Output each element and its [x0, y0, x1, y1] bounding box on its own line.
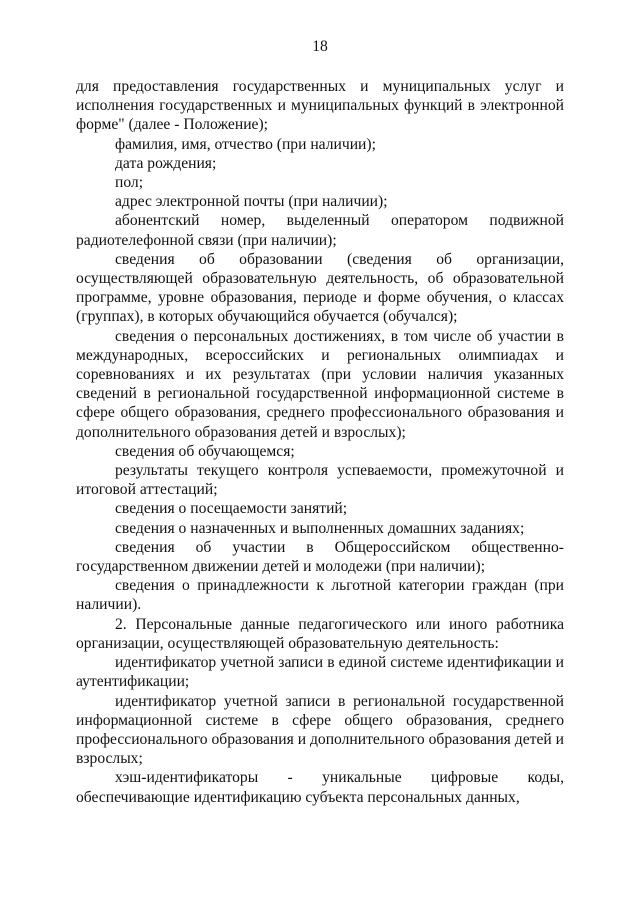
paragraph: 2. Персональные данные педагогического или иного работника организации, осуществляющей образовательную деятельность:	[76, 615, 564, 652]
paragraph: результаты текущего контроля успеваемости, промежуточной и итоговой аттестаций;	[76, 462, 564, 499]
paragraph: сведения о принадлежности к льготной категории граждан (при наличии).	[76, 577, 564, 614]
paragraph: дата рождения;	[115, 154, 217, 172]
paragraph: адрес электронной почты (при наличии);	[115, 193, 388, 211]
paragraph: сведения о персональных достижениях, в том числе об участии в международных, всероссийских и региональных олимпиадах и соревнованиях и их результатах (при условии наличия указанных сведений в региональной государственной информационной системе в сфере общего образования, среднего профессионального образования и дополнительного образования детей и взрослых);	[76, 327, 564, 441]
paragraph: для предоставления государственных и муниципальных услуг и исполнения государственных и муниципальных функций в электронной форме" (далее - Положение);	[76, 78, 564, 134]
paragraph: сведения об участии в Общероссийском общественно-государственном движении детей и молодежи (при наличии);	[76, 538, 564, 576]
paragraph: сведения об обучающемся;	[115, 442, 295, 460]
paragraph: пол;	[115, 174, 144, 192]
paragraph: сведения о назначенных и выполненных домашних заданиях;	[115, 519, 525, 537]
paragraph: идентификатор учетной записи в региональной государственной информационной системе в сфере общего образования, среднего профессионального образования и дополнительного образования детей и взрослых;	[76, 692, 564, 768]
paragraph: абонентский номер, выделенный оператором подвижной радиотелефонной связи (при наличии);	[76, 212, 564, 249]
paragraph: сведения об образовании (сведения об организации, осуществляющей образовательную деятельность, об образовательной программе, уровне образования, периоде и форме обучения, о классах (группах), в которых обучающийся обучается (обучался);	[76, 250, 564, 326]
paragraph: фамилия, имя, отчество (при наличии);	[115, 135, 376, 153]
paragraph: хэш-идентификаторы - уникальные цифровые коды, обеспечивающие идентификацию субъекта персональных данных,	[76, 769, 564, 806]
paragraph: идентификатор учетной записи в единой системе идентификации и аутентификации;	[76, 654, 564, 691]
document-body	[76, 77, 564, 807]
page-number: 18	[312, 38, 328, 55]
paragraph: сведения о посещаемости занятий;	[115, 500, 348, 518]
